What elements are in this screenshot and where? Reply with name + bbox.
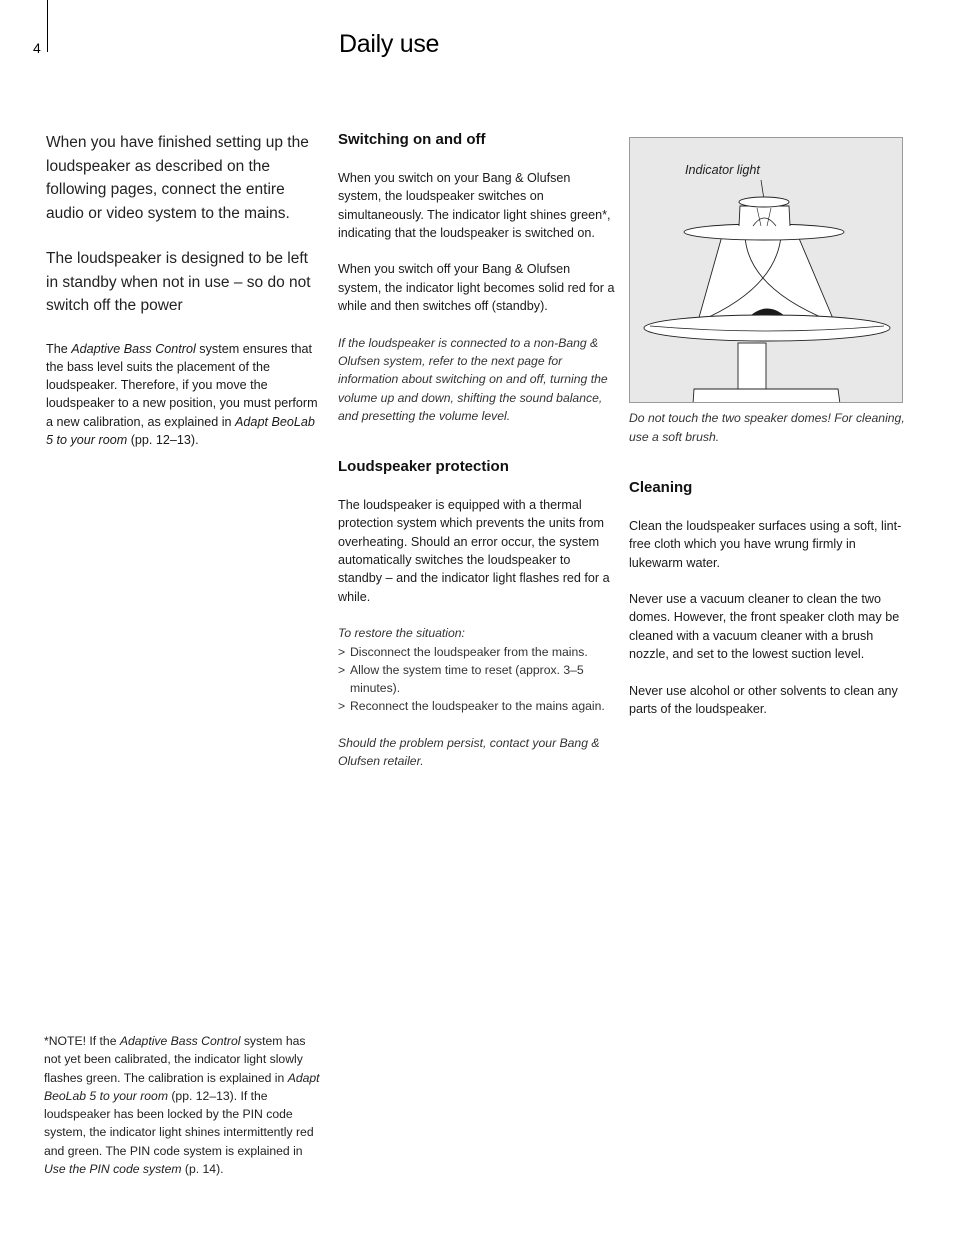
restore-steps [338, 643, 616, 716]
note-suffix: (p. 14). [181, 1162, 224, 1177]
margin-rule [47, 0, 48, 52]
note-prefix: *NOTE! If the [44, 1034, 120, 1048]
protection-paragraph: The loudspeaker is equipped with a thermal protection system which prevents the units from overheating. Should an error occur, the system automatically switches the loudspeaker to standby – and the indicator light flashes red for a while. [338, 498, 610, 604]
abc-term: Adaptive Bass Control [71, 341, 196, 356]
switching-paragraph-3: If the loudspeaker is connected to a non-Bang & Olufsen system, refer to the next page for information about switching on and off, turning the volume up and down, shifting the sound balance, and presetting the volume level. [338, 335, 608, 423]
cleaning-paragraph-1: Clean the loudspeaker surfaces using a soft, lint-free cloth which you have wrung firmly in lukewarm water. [629, 519, 902, 570]
middle-column [338, 131, 616, 789]
abc-prefix: The [46, 341, 72, 356]
left-column [46, 131, 321, 468]
protection-heading: Loudspeaker protection [338, 458, 509, 476]
footnote [44, 1032, 324, 1178]
restore-step [338, 661, 616, 698]
upper-disc [684, 224, 844, 240]
step-bullet: > [338, 699, 346, 714]
intro-paragraph-2: The loudspeaker is designed to be left in standby when not in use – so do not switch off the power [46, 250, 311, 314]
step-bullet: > [338, 644, 346, 659]
page-title: Daily use [339, 30, 440, 58]
cleaning-heading: Cleaning [629, 479, 693, 496]
restore-step [338, 643, 616, 661]
tweeter-housing [739, 206, 790, 226]
abc-middle: system ensures that the bass level suits the placement of the loudspeaker. Therefore, if you move the loudspeaker to a new position, you must perform a new calibration, as explained in [46, 341, 318, 429]
note-term: Adaptive Bass Control [119, 1034, 241, 1048]
note-middle-2: (pp. 12–13). If the loudspeaker has been locked by the PIN code system, the indicator light shines intermittently red and green. The PIN code system is explained in [44, 1088, 314, 1158]
loudspeaker-drawing [630, 138, 903, 403]
abc-suffix: (pp. 12–13). [127, 432, 199, 447]
note-reference-2: Use the PIN code system [44, 1162, 182, 1177]
page-number: 4 [33, 40, 41, 56]
intro-paragraph-1: When you have finished setting up the loudspeaker as described on the following pages, connect the entire audio or video system to the mains. [46, 134, 309, 222]
restore-label: To restore the situation: [338, 626, 465, 641]
abc-reference: Adapt BeoLab 5 to your room [46, 414, 315, 447]
switching-paragraph-2: When you switch off your Bang & Olufsen system, the indicator light becomes solid red for a while and then switches off (standby). [338, 262, 615, 314]
adaptive-bass-paragraph [46, 340, 321, 450]
right-column [629, 479, 905, 737]
loudspeaker-illustration [629, 137, 903, 403]
step-text: Allow the system time to reset (approx. 3–5 minutes). [350, 662, 584, 696]
switching-heading: Switching on and off [338, 131, 486, 148]
note-reference-1: Adapt BeoLab 5 to your room [44, 1070, 320, 1103]
step-text: Disconnect the loudspeaker from the mains. [350, 644, 588, 659]
restore-step [338, 697, 616, 715]
cleaning-paragraph-3: Never use alcohol or other solvents to clean any parts of the loudspeaker. [629, 683, 898, 716]
speaker-body [698, 236, 834, 321]
persist-note: Should the problem persist, contact your Bang & Olufsen retailer. [338, 736, 600, 769]
step-text: Reconnect the loudspeaker to the mains again. [350, 699, 605, 714]
base-plate [693, 389, 840, 403]
tweeter-rim [739, 197, 789, 207]
indicator-light-label: Indicator light [685, 163, 760, 177]
step-bullet: > [338, 662, 346, 677]
note-middle-1: system has not yet been calibrated, the indicator light slowly flashes green. The calibration is explained in [44, 1034, 306, 1085]
figure-caption: Do not touch the two speaker domes! For cleaning, use a soft brush. [629, 411, 905, 444]
switching-paragraph-1: When you switch on your Bang & Olufsen system, the loudspeaker switches on simultaneously. The indicator light shines green*, indicating that the loudspeaker is switched on. [338, 171, 611, 240]
cleaning-paragraph-2: Never use a vacuum cleaner to clean the two domes. However, the front speaker cloth may be cleaned with a vacuum cleaner with a brush nozzle, and set to the lowest suction level. [629, 592, 900, 662]
